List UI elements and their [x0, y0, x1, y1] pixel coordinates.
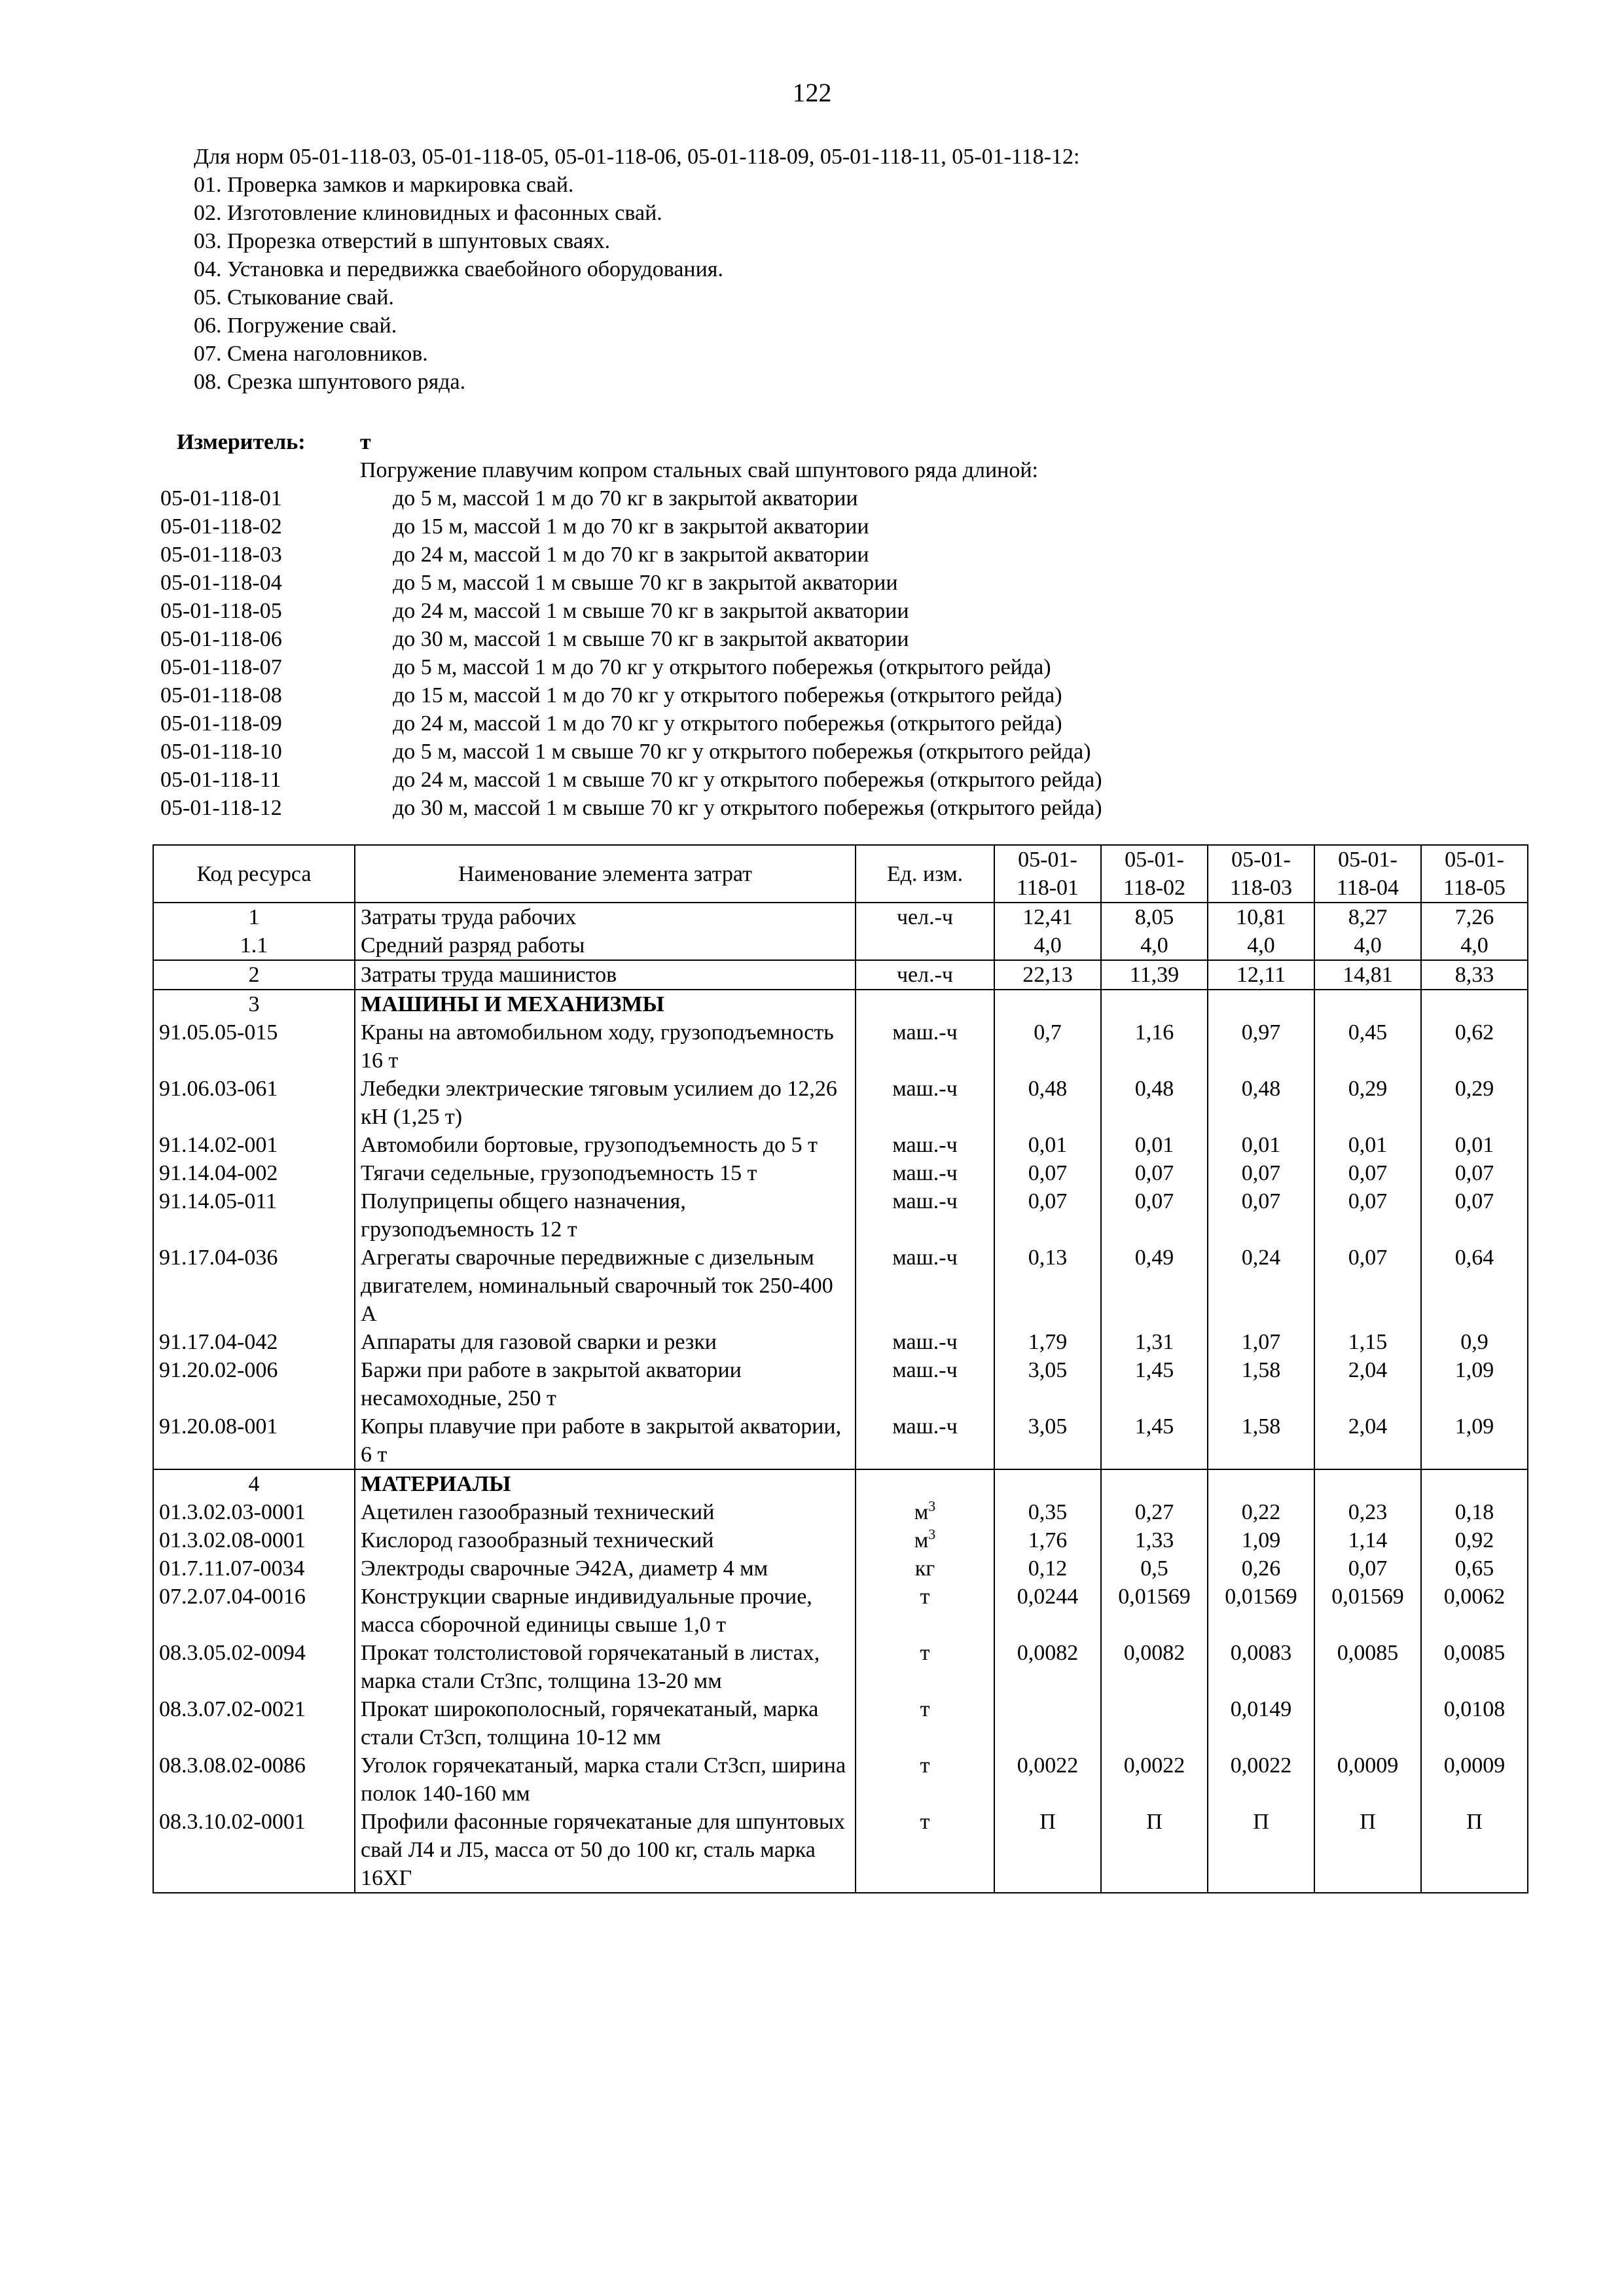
- norm-code: 05-01-118-07: [160, 655, 282, 679]
- norm-value: 0,0082: [994, 1639, 1101, 1695]
- resource-unit: т: [856, 1808, 994, 1893]
- table-row: [153, 1018, 1528, 1075]
- table-row: [153, 1751, 1528, 1808]
- norm-value: 0,07: [1314, 1244, 1421, 1328]
- resource-code: 91.17.04-036: [153, 1244, 355, 1328]
- norm-value: 8,33: [1421, 960, 1528, 990]
- norm-value: 0,35: [994, 1498, 1101, 1526]
- norm-value: 1,76: [994, 1526, 1101, 1554]
- norm-value: 0,92: [1421, 1526, 1528, 1554]
- norm-value: П: [1208, 1808, 1314, 1893]
- resource-name: Ацетилен газообразный технический: [355, 1498, 856, 1526]
- norm-value: 0,01: [1101, 1131, 1208, 1159]
- step-item: 02. Изготовление клиновидных и фасонных свай.: [194, 201, 662, 225]
- norm-value: 0,01569: [1208, 1583, 1314, 1639]
- norm-value: 0,49: [1101, 1244, 1208, 1328]
- norm-value: 0,5: [1101, 1554, 1208, 1583]
- table-row: [153, 1159, 1528, 1187]
- norm-value: 0,0022: [1101, 1751, 1208, 1808]
- resource-name: Автомобили бортовые, грузоподъемность до 5 т: [355, 1131, 856, 1159]
- table-header-row: [153, 845, 1528, 903]
- table-row: [153, 1808, 1528, 1893]
- norm-row: [160, 625, 1470, 653]
- norm-code: 05-01-118-06: [160, 627, 282, 651]
- norm-code: 05-01-118-05: [160, 599, 282, 623]
- norm-row: [160, 512, 1470, 541]
- resource-code: 91.14.02-001: [153, 1131, 355, 1159]
- norm-value: 7,26: [1421, 903, 1528, 931]
- norm-value: [1101, 1695, 1208, 1751]
- resource-code: 91.20.08-001: [153, 1412, 355, 1469]
- resource-unit: кг: [856, 1554, 994, 1583]
- norms-line: Для норм 05-01-118-03, 05-01-118-05, 05-01-118-06, 05-01-118-09, 05-01-118-11, 05-01-118-12:: [194, 145, 1080, 169]
- norm-value: П: [1421, 1808, 1528, 1893]
- norm-description: до 24 м, массой 1 м до 70 кг в закрытой акватории: [393, 543, 869, 567]
- resource-code: 01.3.02.03-0001: [153, 1498, 355, 1526]
- table-row: [153, 1187, 1528, 1244]
- norm-value: [1421, 990, 1528, 1018]
- norm-value: [1421, 1469, 1528, 1498]
- norm-description: до 24 м, массой 1 м до 70 кг у открытого побережья (открытого рейда): [393, 711, 1062, 736]
- resource-unit: маш.-ч: [856, 1328, 994, 1356]
- norm-value: 0,0085: [1421, 1639, 1528, 1695]
- norm-value: 11,39: [1101, 960, 1208, 990]
- norms-list: [160, 484, 1470, 822]
- norm-value: 0,29: [1314, 1075, 1421, 1131]
- step-item: 06. Погружение свай.: [194, 314, 397, 338]
- norm-row: [160, 484, 1470, 512]
- resource-name: Затраты труда рабочих: [355, 903, 856, 931]
- norm-value: 0,07: [994, 1159, 1101, 1187]
- norm-value: 8,27: [1314, 903, 1421, 931]
- norm-value: [994, 1469, 1101, 1498]
- resource-code: 91.05.05-015: [153, 1018, 355, 1075]
- norm-value: 0,7: [994, 1018, 1101, 1075]
- resource-unit: т: [856, 1639, 994, 1695]
- resource-code: 08.3.07.02-0021: [153, 1695, 355, 1751]
- resource-name: Профили фасонные горячекатаные для шпунтовых свай Л4 и Л5, масса от 50 до 100 кг, сталь марка 16ХГ: [355, 1808, 856, 1893]
- norm-value: 22,13: [994, 960, 1101, 990]
- norm-value: 0,0009: [1314, 1751, 1421, 1808]
- norm-value: 0,27: [1101, 1498, 1208, 1526]
- norm-value: 3,05: [994, 1412, 1101, 1469]
- header-name: Наименование элемента затрат: [355, 845, 856, 903]
- table-row: [153, 960, 1528, 990]
- norm-value: 0,07: [1101, 1159, 1208, 1187]
- norm-description: до 15 м, массой 1 м до 70 кг у открытого побережья (открытого рейда): [393, 683, 1062, 708]
- table-row: [153, 1131, 1528, 1159]
- norm-value: 0,0083: [1208, 1639, 1314, 1695]
- norm-value: 1,09: [1208, 1526, 1314, 1554]
- norm-value: 1,45: [1101, 1356, 1208, 1412]
- intro-block: [194, 143, 1079, 396]
- norm-code: 05-01-118-09: [160, 711, 282, 736]
- norm-row: [160, 709, 1470, 738]
- header-norm-col: 05-01- 118-03: [1208, 845, 1314, 903]
- resource-name: Лебедки электрические тяговым усилием до 12,26 кН (1,25 т): [355, 1075, 856, 1131]
- norm-code: 05-01-118-03: [160, 543, 282, 567]
- resource-code: 07.2.07.04-0016: [153, 1583, 355, 1639]
- norm-value: 0,0085: [1314, 1639, 1421, 1695]
- resource-name: Уголок горячекатаный, марка стали Ст3сп, ширина полок 140-160 мм: [355, 1751, 856, 1808]
- step-item: 04. Установка и передвижка сваебойного оборудования.: [194, 257, 723, 281]
- norm-value: 1,14: [1314, 1526, 1421, 1554]
- norm-description: до 5 м, массой 1 м свыше 70 кг у открытого побережья (открытого рейда): [393, 740, 1091, 764]
- resource-code: 01.3.02.08-0001: [153, 1526, 355, 1554]
- norms-heading: Погружение плавучим копром стальных свай шпунтового ряда длиной:: [360, 458, 1039, 482]
- norm-value: 2,04: [1314, 1412, 1421, 1469]
- resource-code: 91.20.02-006: [153, 1356, 355, 1412]
- norm-value: 1,58: [1208, 1356, 1314, 1412]
- header-norm-col: 05-01- 118-05: [1421, 845, 1528, 903]
- resource-code: 01.7.11.07-0034: [153, 1554, 355, 1583]
- norm-value: 0,01: [994, 1131, 1101, 1159]
- resource-code: 91.14.05-011: [153, 1187, 355, 1244]
- norm-value: 0,07: [1208, 1159, 1314, 1187]
- norm-value: 1,31: [1101, 1328, 1208, 1356]
- resource-name: Прокат толстолистовой горячекатаный в листах, марка стали Ст3пс, толщина 13-20 мм: [355, 1639, 856, 1695]
- norm-row: [160, 597, 1470, 625]
- header-unit: Ед. изм.: [856, 845, 994, 903]
- resource-unit: т: [856, 1751, 994, 1808]
- norm-code: 05-01-118-04: [160, 571, 282, 595]
- norm-value: 1,09: [1421, 1412, 1528, 1469]
- norm-description: до 30 м, массой 1 м свыше 70 кг в закрытой акватории: [393, 627, 909, 651]
- norm-value: 2,04: [1314, 1356, 1421, 1412]
- resource-unit: [856, 931, 994, 960]
- table-row: [153, 1695, 1528, 1751]
- header-norm-col: 05-01- 118-01: [994, 845, 1101, 903]
- norm-value: 0,22: [1208, 1498, 1314, 1526]
- norm-value: 0,07: [1421, 1159, 1528, 1187]
- resource-code: 08.3.10.02-0001: [153, 1808, 355, 1893]
- resource-code: 08.3.05.02-0094: [153, 1639, 355, 1695]
- table-row: [153, 1469, 1528, 1498]
- norm-value: 0,0108: [1421, 1695, 1528, 1751]
- norm-value: [1101, 990, 1208, 1018]
- step-item: 05. Стыкование свай.: [194, 285, 394, 310]
- resource-unit: т: [856, 1695, 994, 1751]
- norm-value: 0,24: [1208, 1244, 1314, 1328]
- norm-value: 12,41: [994, 903, 1101, 931]
- unit-superscript: 3: [928, 1526, 936, 1543]
- norm-value: 0,07: [1314, 1187, 1421, 1244]
- resource-unit: маш.-ч: [856, 1131, 994, 1159]
- resource-name: Баржи при работе в закрытой акватории несамоходные, 250 т: [355, 1356, 856, 1412]
- resource-code: 1.1: [153, 931, 355, 960]
- resource-name: Прокат широкополосный, горячекатаный, марка стали Ст3сп, толщина 10-12 мм: [355, 1695, 856, 1751]
- norm-value: 0,48: [994, 1075, 1101, 1131]
- header-code: Код ресурса: [153, 845, 355, 903]
- resource-name: Агрегаты сварочные передвижные с дизельным двигателем, номинальный сварочный ток 250-400 А: [355, 1244, 856, 1328]
- resource-code: 1: [153, 903, 355, 931]
- norm-description: до 5 м, массой 1 м свыше 70 кг в закрытой акватории: [393, 571, 898, 595]
- norm-value: 1,07: [1208, 1328, 1314, 1356]
- resource-name: Кислород газообразный технический: [355, 1526, 856, 1554]
- resource-unit: маш.-ч: [856, 1187, 994, 1244]
- resource-name: Электроды сварочные Э42А, диаметр 4 мм: [355, 1554, 856, 1583]
- table-row: [153, 990, 1528, 1018]
- resource-code: 91.06.03-061: [153, 1075, 355, 1131]
- norm-row: [160, 653, 1470, 681]
- resource-unit: т: [856, 1583, 994, 1639]
- norm-description: до 5 м, массой 1 м до 70 кг в закрытой акватории: [393, 486, 858, 511]
- resource-name: Краны на автомобильном ходу, грузоподъемность 16 т: [355, 1018, 856, 1075]
- measure-unit: т: [360, 430, 371, 454]
- norm-value: 0,07: [1208, 1187, 1314, 1244]
- norm-value: 0,0244: [994, 1583, 1101, 1639]
- norm-value: 4,0: [1421, 931, 1528, 960]
- table-row: [153, 1328, 1528, 1356]
- step-item: 08. Срезка шпунтового ряда.: [194, 370, 466, 394]
- resource-code: 2: [153, 960, 355, 990]
- norm-value: 1,16: [1101, 1018, 1208, 1075]
- norm-value: 4,0: [1208, 931, 1314, 960]
- norm-code: 05-01-118-10: [160, 740, 282, 764]
- measure-label: Измеритель:: [177, 430, 306, 454]
- norm-code: 05-01-118-11: [160, 768, 281, 792]
- norm-value: 10,81: [1208, 903, 1314, 931]
- table-row: [153, 1075, 1528, 1131]
- table-body: [153, 903, 1528, 1893]
- norm-value: 0,48: [1101, 1075, 1208, 1131]
- norm-value: 4,0: [1101, 931, 1208, 960]
- resource-name: Затраты труда машинистов: [355, 960, 856, 990]
- norm-value: 0,13: [994, 1244, 1101, 1328]
- resource-unit: маш.-ч: [856, 1412, 994, 1469]
- resource-code: 4: [153, 1469, 355, 1498]
- norm-description: до 24 м, массой 1 м свыше 70 кг в закрытой акватории: [393, 599, 909, 623]
- norm-value: 1,15: [1314, 1328, 1421, 1356]
- norm-value: 0,07: [1101, 1187, 1208, 1244]
- norm-value: [1208, 990, 1314, 1018]
- norm-value: 0,01569: [1101, 1583, 1208, 1639]
- norm-value: 8,05: [1101, 903, 1208, 931]
- norm-value: 0,48: [1208, 1075, 1314, 1131]
- table-row: [153, 1526, 1528, 1554]
- norm-row: [160, 569, 1470, 597]
- resource-name: МАШИНЫ И МЕХАНИЗМЫ: [355, 990, 856, 1018]
- resource-name: Средний разряд работы: [355, 931, 856, 960]
- norm-code: 05-01-118-02: [160, 514, 282, 539]
- table-row: [153, 1583, 1528, 1639]
- header-norm-col: 05-01- 118-02: [1101, 845, 1208, 903]
- resource-unit: [856, 1469, 994, 1498]
- resource-unit: маш.-ч: [856, 1075, 994, 1131]
- resource-name: Копры плавучие при работе в закрытой акватории, 6 т: [355, 1412, 856, 1469]
- table-row: [153, 903, 1528, 931]
- norm-value: 0,26: [1208, 1554, 1314, 1583]
- step-item: 03. Прорезка отверстий в шпунтовых сваях.: [194, 229, 611, 253]
- norm-value: 0,01: [1421, 1131, 1528, 1159]
- norm-value: 0,62: [1421, 1018, 1528, 1075]
- norm-value: [1314, 1469, 1421, 1498]
- norm-code: 05-01-118-08: [160, 683, 282, 708]
- resource-unit: маш.-ч: [856, 1244, 994, 1328]
- norm-value: 1,45: [1101, 1412, 1208, 1469]
- norm-code: 05-01-118-12: [160, 796, 282, 820]
- norm-description: до 30 м, массой 1 м свыше 70 кг у открытого побережья (открытого рейда): [393, 796, 1102, 820]
- norm-value: 0,29: [1421, 1075, 1528, 1131]
- resource-name: МАТЕРИАЛЫ: [355, 1469, 856, 1498]
- norm-value: 0,07: [1314, 1159, 1421, 1187]
- norm-value: 0,0022: [994, 1751, 1101, 1808]
- resource-code: 08.3.08.02-0086: [153, 1751, 355, 1808]
- norm-row: [160, 766, 1470, 794]
- norm-value: П: [994, 1808, 1101, 1893]
- resource-name: Конструкции сварные индивидуальные прочие, масса сборочной единицы свыше 1,0 т: [355, 1583, 856, 1639]
- norm-value: 0,97: [1208, 1018, 1314, 1075]
- norm-value: [1314, 990, 1421, 1018]
- norm-value: 0,0082: [1101, 1639, 1208, 1695]
- norm-value: 12,11: [1208, 960, 1314, 990]
- norm-value: [1101, 1469, 1208, 1498]
- norm-value: П: [1101, 1808, 1208, 1893]
- norm-row: [160, 681, 1470, 709]
- norm-description: до 15 м, массой 1 м до 70 кг в закрытой акватории: [393, 514, 869, 539]
- norm-row: [160, 738, 1470, 766]
- resource-unit: чел.-ч: [856, 903, 994, 931]
- norm-value: 0,07: [1421, 1187, 1528, 1244]
- norm-value: 0,18: [1421, 1498, 1528, 1526]
- norm-value: 0,0149: [1208, 1695, 1314, 1751]
- norm-value: 0,64: [1421, 1244, 1528, 1328]
- page-number: 122: [792, 78, 832, 107]
- table-row: [153, 931, 1528, 960]
- norm-value: 1,09: [1421, 1356, 1528, 1412]
- resource-unit: [856, 990, 994, 1018]
- resource-unit: чел.-ч: [856, 960, 994, 990]
- resource-unit: маш.-ч: [856, 1018, 994, 1075]
- norm-value: 0,07: [994, 1187, 1101, 1244]
- resource-unit: $м^3$: [856, 1526, 994, 1554]
- norm-value: 4,0: [1314, 931, 1421, 960]
- norm-value: 0,01569: [1314, 1583, 1421, 1639]
- norm-value: 0,07: [1314, 1554, 1421, 1583]
- resource-unit: $м^3$: [856, 1498, 994, 1526]
- table-row: [153, 1244, 1528, 1328]
- step-item: 01. Проверка замков и маркировка свай.: [194, 173, 574, 197]
- norm-value: [994, 1695, 1101, 1751]
- norm-value: 0,45: [1314, 1018, 1421, 1075]
- header-norm-col: 05-01- 118-04: [1314, 845, 1421, 903]
- norm-value: [994, 990, 1101, 1018]
- resource-name: Тягачи седельные, грузоподъемность 15 т: [355, 1159, 856, 1187]
- norm-value: П: [1314, 1808, 1421, 1893]
- norm-value: [1208, 1469, 1314, 1498]
- norm-value: 14,81: [1314, 960, 1421, 990]
- norm-value: 1,79: [994, 1328, 1101, 1356]
- norm-value: 0,0062: [1421, 1583, 1528, 1639]
- norm-value: 1,58: [1208, 1412, 1314, 1469]
- norm-description: до 5 м, массой 1 м до 70 кг у открытого побережья (открытого рейда): [393, 655, 1051, 679]
- norm-value: 0,01: [1314, 1131, 1421, 1159]
- table-row: [153, 1498, 1528, 1526]
- norm-value: 0,01: [1208, 1131, 1314, 1159]
- norm-value: 0,0009: [1421, 1751, 1528, 1808]
- norm-value: 0,23: [1314, 1498, 1421, 1526]
- norm-value: 0,0022: [1208, 1751, 1314, 1808]
- norm-row: [160, 541, 1470, 569]
- table-row: [153, 1554, 1528, 1583]
- resource-name: Полуприцепы общего назначения, грузоподъемность 12 т: [355, 1187, 856, 1244]
- norm-value: 3,05: [994, 1356, 1101, 1412]
- norm-value: 1,33: [1101, 1526, 1208, 1554]
- resource-unit: маш.-ч: [856, 1159, 994, 1187]
- unit-superscript: 3: [928, 1498, 936, 1515]
- resource-unit: маш.-ч: [856, 1356, 994, 1412]
- norm-value: 0,65: [1421, 1554, 1528, 1583]
- resource-code: 3: [153, 990, 355, 1018]
- norm-row: [160, 794, 1470, 822]
- resource-name: Аппараты для газовой сварки и резки: [355, 1328, 856, 1356]
- norm-value: [1314, 1695, 1421, 1751]
- norm-value: 0,12: [994, 1554, 1101, 1583]
- resource-code: 91.17.04-042: [153, 1328, 355, 1356]
- resource-code: 91.14.04-002: [153, 1159, 355, 1187]
- step-item: 07. Смена наголовников.: [194, 342, 428, 366]
- table-row: [153, 1412, 1528, 1469]
- table-row: [153, 1639, 1528, 1695]
- norm-value: 4,0: [994, 931, 1101, 960]
- norm-code: 05-01-118-01: [160, 486, 282, 511]
- norm-description: до 24 м, массой 1 м свыше 70 кг у открытого побережья (открытого рейда): [393, 768, 1102, 792]
- table-row: [153, 1356, 1528, 1412]
- norm-value: 0,9: [1421, 1328, 1528, 1356]
- resource-table: [153, 844, 1528, 1893]
